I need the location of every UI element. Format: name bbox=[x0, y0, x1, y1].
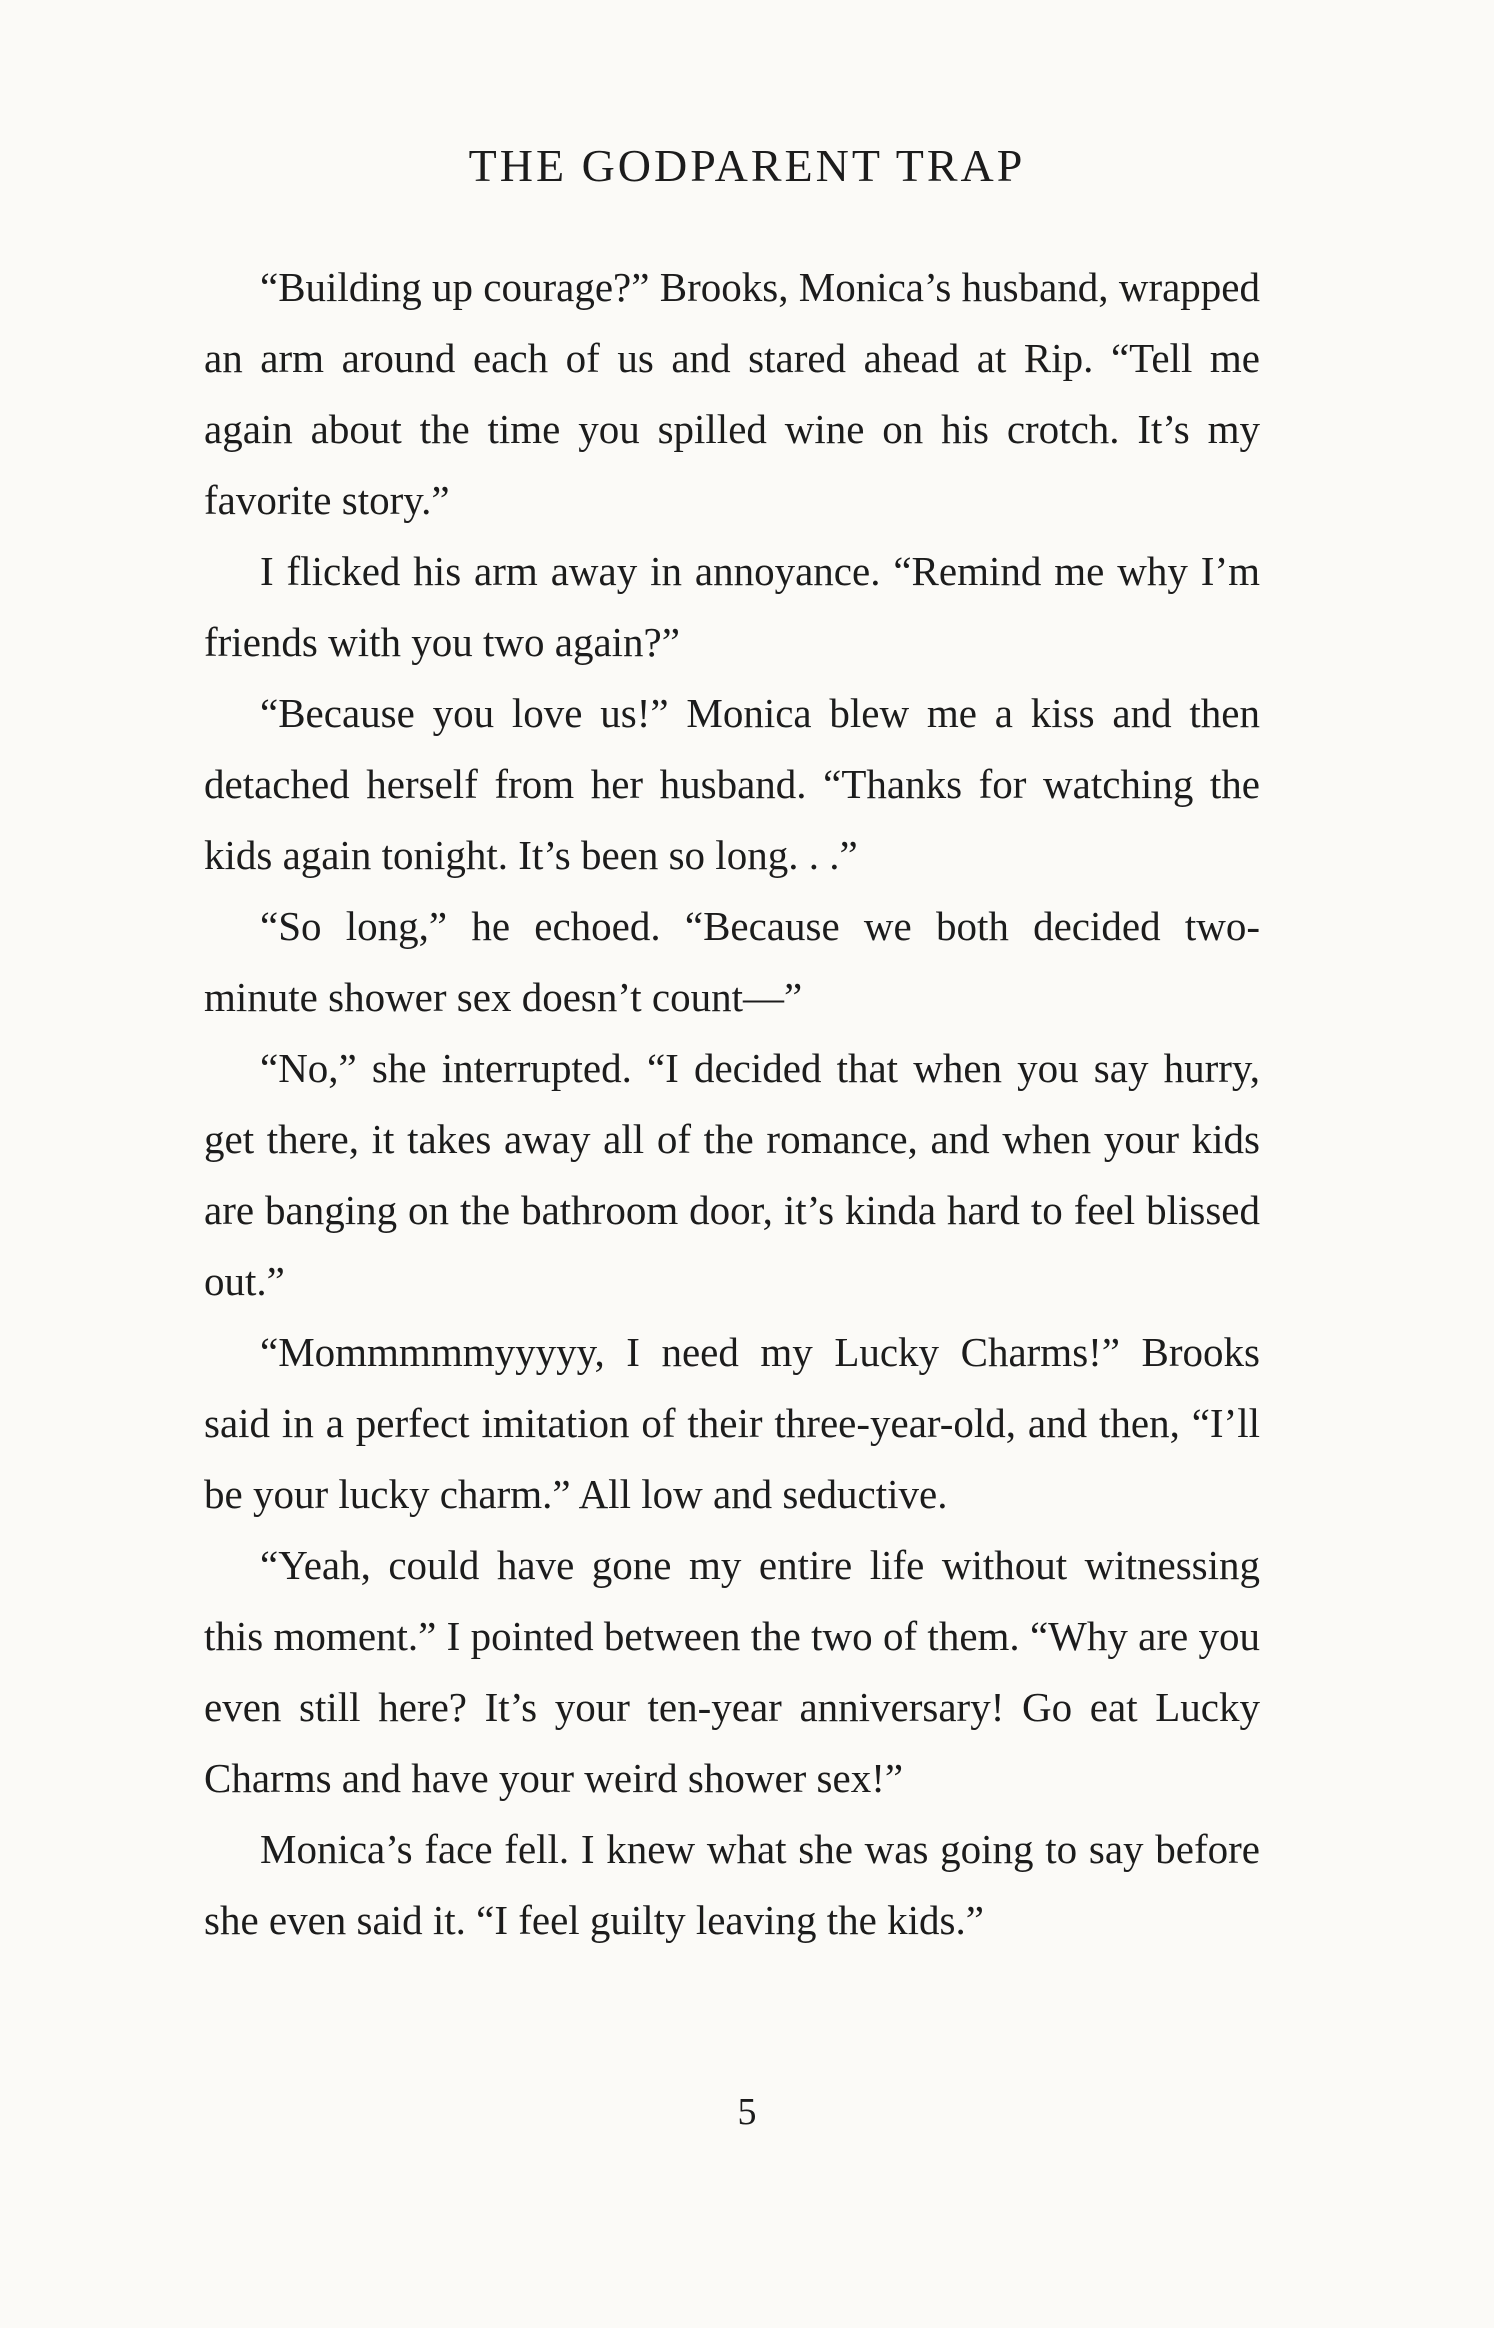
paragraph: “Because you love us!” Monica blew me a kiss and then detached herself from her husband. “Thanks for watching the kids again tonight. It’s been so long. . .” bbox=[204, 690, 1260, 878]
paragraph: Monica’s face fell. I knew what she was going to say before she even said it. “I feel guilty leaving the kids.” bbox=[204, 1826, 1260, 1943]
body-text bbox=[204, 252, 1260, 1956]
paragraph: “No,” she interrupted. “I decided that when you say hurry, get there, it takes away all of the romance, and when your kids are banging on the bathroom door, it’s kinda hard to feel blissed out.” bbox=[204, 1045, 1260, 1304]
paragraph: “Yeah, could have gone my entire life without witnessing this moment.” I pointed between the two of them. “Why are you even still here? It’s your ten-year anniversary! Go eat Lucky Charms and have your weird shower sex!” bbox=[204, 1542, 1260, 1801]
paragraph: “So long,” he echoed. “Because we both decided two-minute shower sex doesn’t count—” bbox=[204, 903, 1260, 1020]
paragraph: I flicked his arm away in annoyance. “Remind me why I’m friends with you two again?” bbox=[204, 548, 1260, 665]
paragraph: “Mommmmmyyyyy, I need my Lucky Charms!” Brooks said in a perfect imitation of their three-year-old, and then, “I’ll be your lucky charm.” All low and seductive. bbox=[204, 1329, 1260, 1517]
page-number: 5 bbox=[737, 2091, 757, 2133]
paragraph: “Building up courage?” Brooks, Monica’s husband, wrapped an arm around each of us and stared ahead at Rip. “Tell me again about the time you spilled wine on his crotch. It’s my favorite story.” bbox=[204, 264, 1260, 523]
running-head: THE GODPARENT TRAP bbox=[468, 140, 1026, 191]
